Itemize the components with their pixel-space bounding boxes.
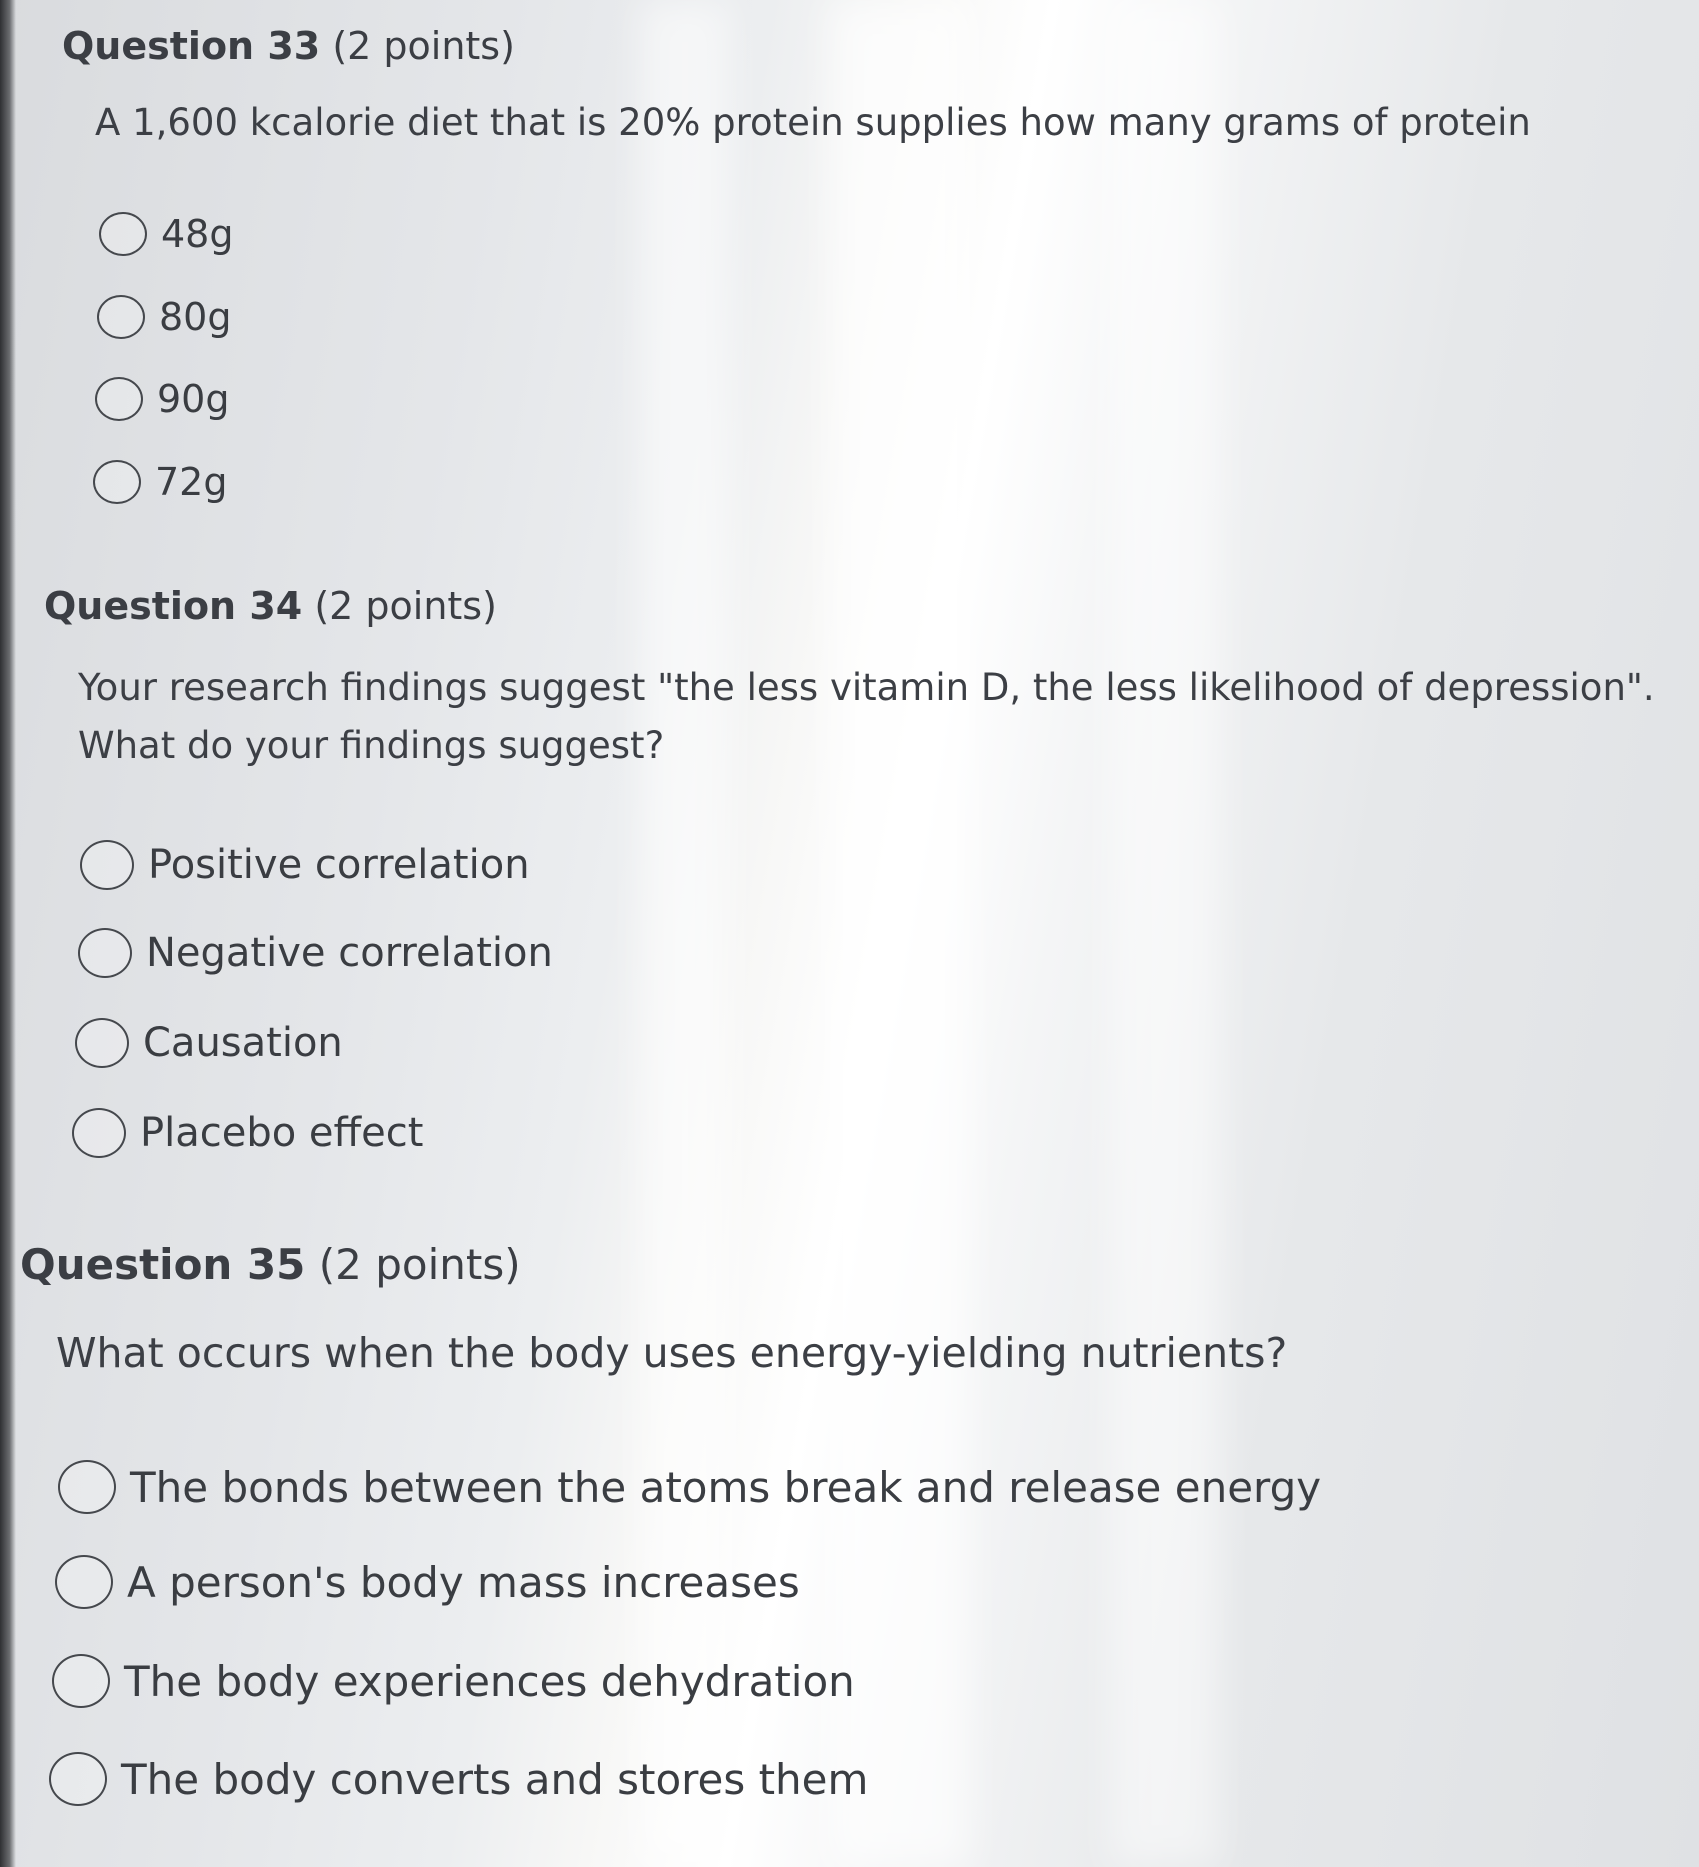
option-label: 48g	[161, 212, 234, 256]
answer-option-72g[interactable]	[93, 460, 227, 504]
option-label: A person's body mass increases	[127, 1557, 800, 1607]
radio-button[interactable]	[80, 840, 134, 890]
option-label: Causation	[143, 1020, 343, 1066]
radio-button[interactable]	[72, 1108, 126, 1158]
option-label: The body converts and stores them	[121, 1754, 869, 1804]
screen-glare	[1110, 0, 1220, 1867]
radio-button[interactable]	[52, 1654, 110, 1708]
question-number: Question 35	[20, 1240, 306, 1289]
answer-option-bonds-break[interactable]	[58, 1460, 1321, 1514]
question-title	[62, 24, 515, 68]
question-number: Question 34	[44, 584, 303, 628]
radio-button[interactable]	[75, 1018, 129, 1068]
question-points: (2 points)	[318, 1240, 521, 1289]
radio-button[interactable]	[49, 1752, 107, 1806]
question-points: (2 points)	[314, 584, 497, 628]
option-label: The body experiences dehydration	[124, 1656, 855, 1706]
answer-option-causation[interactable]	[75, 1018, 343, 1068]
question-title	[44, 584, 497, 628]
question-points: (2 points)	[332, 24, 515, 68]
radio-button[interactable]	[78, 928, 132, 978]
radio-button[interactable]	[95, 377, 143, 421]
radio-button[interactable]	[97, 295, 145, 339]
question-prompt: A 1,600 kcalorie diet that is 20% protein supplies how many grams of protein	[95, 101, 1531, 144]
answer-option-body-mass-increases[interactable]	[55, 1555, 800, 1609]
question-prompt: What occurs when the body uses energy-yielding nutrients?	[56, 1329, 1288, 1377]
answer-option-converts-and-stores[interactable]	[49, 1752, 868, 1806]
option-label: Positive correlation	[148, 842, 530, 888]
radio-button[interactable]	[93, 460, 141, 504]
question-prompt-line-1: Your research findings suggest "the less vitamin D, the less likelihood of depression".	[78, 666, 1655, 709]
option-label: 90g	[157, 377, 230, 421]
answer-option-placebo-effect[interactable]	[72, 1108, 423, 1158]
answer-option-90g[interactable]	[95, 377, 229, 421]
question-title	[20, 1240, 521, 1289]
option-label: 72g	[155, 460, 228, 504]
answer-option-negative-correlation[interactable]	[78, 928, 553, 978]
option-label: The bonds between the atoms break and release energy	[130, 1462, 1322, 1512]
answer-option-dehydration[interactable]	[52, 1654, 855, 1708]
radio-button[interactable]	[58, 1460, 116, 1514]
radio-button[interactable]	[99, 212, 147, 256]
answer-option-48g[interactable]	[99, 212, 233, 256]
option-label: 80g	[159, 295, 232, 339]
screen-glare	[830, 0, 970, 1867]
answer-option-80g[interactable]	[97, 295, 231, 339]
option-label: Placebo effect	[140, 1110, 424, 1156]
answer-option-positive-correlation[interactable]	[80, 840, 530, 890]
screen-edge	[0, 0, 16, 1867]
question-prompt-line-2: What do your findings suggest?	[78, 724, 665, 767]
question-number: Question 33	[62, 24, 321, 68]
option-label: Negative correlation	[146, 930, 553, 976]
radio-button[interactable]	[55, 1555, 113, 1609]
